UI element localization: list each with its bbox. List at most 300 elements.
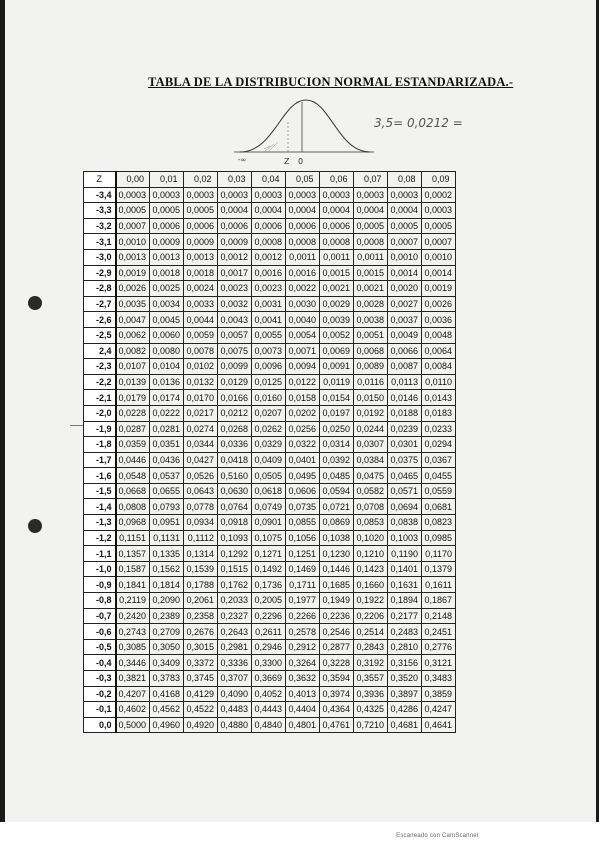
z-value-cell: -3,2	[84, 218, 116, 234]
probability-cell: 0,0059	[184, 327, 218, 343]
probability-cell: 0,0010	[388, 249, 422, 265]
probability-cell: 0,2061	[184, 593, 218, 609]
probability-cell: 0,0694	[388, 499, 422, 515]
probability-cell: 0,0064	[422, 343, 456, 359]
probability-cell: 0,0170	[184, 390, 218, 406]
probability-cell: 0,0068	[354, 343, 388, 359]
probability-cell: 0,0192	[354, 405, 388, 421]
probability-cell: 0,4129	[184, 686, 218, 702]
probability-cell: 0,0307	[354, 437, 388, 453]
probability-cell: 0,0003	[116, 187, 150, 203]
table-row	[84, 421, 456, 437]
probability-cell: 0,2033	[218, 593, 252, 609]
probability-cell: 0,0446	[116, 452, 150, 468]
probability-cell: 0,0217	[184, 405, 218, 421]
probability-cell: 0,0006	[150, 218, 184, 234]
probability-cell: 0,0329	[252, 437, 286, 453]
probability-cell: 0,1515	[218, 561, 252, 577]
probability-cell: 0,0934	[184, 515, 218, 531]
probability-cell: 0,0256	[286, 421, 320, 437]
probability-cell: 0,0082	[116, 343, 150, 359]
table-row	[84, 218, 456, 234]
probability-cell: 0,0322	[286, 437, 320, 453]
probability-cell: 0,0006	[218, 218, 252, 234]
probability-cell: 0,0017	[218, 265, 252, 281]
probability-cell: 0,0089	[354, 359, 388, 375]
probability-cell: 0,0158	[286, 390, 320, 406]
probability-cell: 0,0026	[422, 296, 456, 312]
probability-cell: 0,3936	[354, 686, 388, 702]
probability-cell: 0,1492	[252, 561, 286, 577]
probability-cell: 0,0006	[252, 218, 286, 234]
z-value-cell: -1,3	[84, 515, 116, 531]
probability-cell: 0,4641	[422, 717, 456, 733]
probability-cell: 0,1314	[184, 546, 218, 562]
header-col: 0,04	[252, 172, 286, 188]
probability-cell: 0,0505	[252, 468, 286, 484]
probability-cell: 0,0681	[422, 499, 456, 515]
probability-cell: 0,1469	[286, 561, 320, 577]
probability-cell: 0,3707	[218, 671, 252, 687]
z-value-cell: -2,1	[84, 390, 116, 406]
z-value-cell: -0,6	[84, 624, 116, 640]
probability-cell: 0,0918	[218, 515, 252, 531]
z-value-cell: -1,0	[84, 561, 116, 577]
probability-cell: 0,0119	[320, 374, 354, 390]
probability-cell: 0,0359	[116, 437, 150, 453]
probability-cell: 0,0559	[422, 483, 456, 499]
z-value-cell: -2,2	[84, 374, 116, 390]
z-value-cell: -2,3	[84, 359, 116, 375]
probability-cell: 0,1093	[218, 530, 252, 546]
probability-cell: 0,1112	[184, 530, 218, 546]
probability-cell: 0,0010	[422, 249, 456, 265]
probability-cell: 0,2843	[354, 639, 388, 655]
table-row	[84, 624, 456, 640]
probability-cell: 0,0005	[150, 203, 184, 219]
probability-cell: 0,3446	[116, 655, 150, 671]
probability-cell: 0,1131	[150, 530, 184, 546]
probability-cell: 0,2420	[116, 608, 150, 624]
probability-cell: 0,0107	[116, 359, 150, 375]
z-value-cell: -0,4	[84, 655, 116, 671]
table-row	[84, 437, 456, 453]
probability-cell: 0,4207	[116, 686, 150, 702]
punch-hole	[28, 519, 42, 533]
probability-cell: 0,0084	[422, 359, 456, 375]
probability-cell: 0,0314	[320, 437, 354, 453]
probability-cell: 0,1736	[252, 577, 286, 593]
probability-cell: 0,0129	[218, 374, 252, 390]
probability-cell: 0,0294	[422, 437, 456, 453]
table-header-row	[84, 172, 456, 188]
probability-cell: 0,1038	[320, 530, 354, 546]
probability-cell: 0,4681	[388, 717, 422, 733]
probability-cell: 0,0015	[320, 265, 354, 281]
probability-cell: 0,0668	[116, 483, 150, 499]
probability-cell: 0,0436	[150, 452, 184, 468]
z-value-cell: -3,1	[84, 234, 116, 250]
probability-cell: 0,4522	[184, 702, 218, 718]
probability-cell: 0,3783	[150, 671, 184, 687]
probability-cell: 0,0268	[218, 421, 252, 437]
probability-cell: 0,0336	[218, 437, 252, 453]
probability-cell: 0,1423	[354, 561, 388, 577]
table-row	[84, 312, 456, 328]
probability-cell: 0,0301	[388, 437, 422, 453]
probability-cell: 0,4404	[286, 702, 320, 718]
z-value-cell: -0,5	[84, 639, 116, 655]
probability-cell: 0,2514	[354, 624, 388, 640]
probability-cell: 0,0735	[286, 499, 320, 515]
z-value-cell: -2,6	[84, 312, 116, 328]
probability-cell: 0,0029	[320, 296, 354, 312]
probability-cell: 0,0033	[184, 296, 218, 312]
probability-cell: 0,3264	[286, 655, 320, 671]
probability-cell: 0,4880	[218, 717, 252, 733]
probability-cell: 0,0013	[150, 249, 184, 265]
probability-cell: 0,0030	[286, 296, 320, 312]
probability-cell: 0,0764	[218, 499, 252, 515]
probability-cell: 0,0003	[218, 187, 252, 203]
probability-cell: 0,4920	[184, 717, 218, 733]
z-label: Z	[284, 157, 290, 166]
probability-cell: 0,4602	[116, 702, 150, 718]
probability-cell: 0,0044	[184, 312, 218, 328]
probability-cell: 0,0146	[388, 390, 422, 406]
z-value-cell: -1,5	[84, 483, 116, 499]
probability-cell: 0,0011	[286, 249, 320, 265]
probability-cell: 0,2776	[422, 639, 456, 655]
probability-cell: 0,0495	[286, 468, 320, 484]
probability-cell: 0,1292	[218, 546, 252, 562]
probability-cell: 0,1922	[354, 593, 388, 609]
probability-cell: 0,4761	[320, 717, 354, 733]
probability-cell: 0,0250	[320, 421, 354, 437]
probability-cell: 0,1711	[286, 577, 320, 593]
probability-cell: 0,0015	[354, 265, 388, 281]
probability-cell: 0,1788	[184, 577, 218, 593]
probability-cell: 0,2483	[388, 624, 422, 640]
probability-cell: 0,0003	[150, 187, 184, 203]
probability-cell: 0,0475	[354, 468, 388, 484]
probability-cell: 0,0080	[150, 343, 184, 359]
probability-cell: 0,0025	[150, 281, 184, 297]
probability-cell: 0,0040	[286, 312, 320, 328]
probability-cell: 0,0096	[252, 359, 286, 375]
probability-cell: 0,0020	[388, 281, 422, 297]
probability-cell: 0,0125	[252, 374, 286, 390]
probability-cell: 0,1075	[252, 530, 286, 546]
probability-cell: 0,0094	[286, 359, 320, 375]
probability-cell: 0,0212	[218, 405, 252, 421]
probability-cell: 0,0024	[184, 281, 218, 297]
probability-cell: 0,3669	[252, 671, 286, 687]
table-row	[84, 452, 456, 468]
probability-cell: 0,0099	[218, 359, 252, 375]
header-col: 0,03	[218, 172, 252, 188]
probability-cell: 0,2296	[252, 608, 286, 624]
probability-cell: 0,0132	[184, 374, 218, 390]
probability-cell: 0,1894	[388, 593, 422, 609]
header-col: 0,00	[116, 172, 150, 188]
probability-cell: 0,1867	[422, 593, 456, 609]
probability-cell: 0,5000	[116, 717, 150, 733]
normal-curve-diagram	[234, 96, 374, 168]
z-value-cell: -1,4	[84, 499, 116, 515]
probability-cell: 0,1611	[422, 577, 456, 593]
handwritten-note: 3,5= 0,0212 =	[374, 116, 463, 130]
table-row	[84, 343, 456, 359]
probability-cell: 0,0008	[286, 234, 320, 250]
probability-cell: 0,0003	[320, 187, 354, 203]
z-value-cell: 0,0	[84, 717, 116, 733]
probability-cell: 0,3557	[354, 671, 388, 687]
probability-cell: 0,1251	[286, 546, 320, 562]
probability-cell: 0,4364	[320, 702, 354, 718]
probability-cell: 0,0287	[116, 421, 150, 437]
probability-cell: 0,0045	[150, 312, 184, 328]
z-value-cell: -0,8	[84, 593, 116, 609]
probability-cell: 0,1230	[320, 546, 354, 562]
probability-cell: 0,0537	[150, 468, 184, 484]
probability-cell: 0,0057	[218, 327, 252, 343]
probability-cell: 0,1762	[218, 577, 252, 593]
probability-cell: 0,3085	[116, 639, 150, 655]
probability-cell: 0,0749	[252, 499, 286, 515]
probability-cell: 0,1357	[116, 546, 150, 562]
probability-cell: 0,0062	[116, 327, 150, 343]
z-value-cell: -3,4	[84, 187, 116, 203]
table-row	[84, 405, 456, 421]
probability-cell: 0,3974	[320, 686, 354, 702]
probability-cell: 0,0951	[150, 515, 184, 531]
probability-cell: 0,0183	[422, 405, 456, 421]
probability-cell: 0,0409	[252, 452, 286, 468]
probability-cell: 0,0073	[252, 343, 286, 359]
probability-cell: 0,0823	[422, 515, 456, 531]
probability-cell: 0,0010	[116, 234, 150, 250]
probability-cell: 0,0028	[354, 296, 388, 312]
probability-cell: 0,0708	[354, 499, 388, 515]
probability-cell: 0,1190	[388, 546, 422, 562]
probability-cell: 0,0018	[150, 265, 184, 281]
probability-cell: 0,0007	[422, 234, 456, 250]
probability-cell: 0,0154	[320, 390, 354, 406]
probability-cell: 0,0526	[184, 468, 218, 484]
z-value-cell: -3,0	[84, 249, 116, 265]
probability-cell: 0,2546	[320, 624, 354, 640]
probability-cell: 0,4960	[150, 717, 184, 733]
probability-cell: 0,0207	[252, 405, 286, 421]
probability-cell: 0,2743	[116, 624, 150, 640]
probability-cell: 0,0066	[388, 343, 422, 359]
probability-cell: 0,0034	[150, 296, 184, 312]
probability-cell: 0,3632	[286, 671, 320, 687]
table-row	[84, 390, 456, 406]
table-row	[84, 499, 456, 515]
probability-cell: 0,0582	[354, 483, 388, 499]
table-row	[84, 717, 456, 733]
probability-cell: 0,0630	[218, 483, 252, 499]
scanner-footer: Escaneado con CamScanner	[396, 833, 479, 839]
probability-cell: 0,2643	[218, 624, 252, 640]
probability-cell: 0,3192	[354, 655, 388, 671]
probability-cell: 0,0004	[218, 203, 252, 219]
probability-cell: 0,0014	[388, 265, 422, 281]
probability-cell: 0,2119	[116, 593, 150, 609]
probability-cell: 0,1401	[388, 561, 422, 577]
probability-cell: 0,3483	[422, 671, 456, 687]
z-value-cell: -2,8	[84, 281, 116, 297]
probability-cell: 0,0054	[286, 327, 320, 343]
z-value-cell: -3,3	[84, 203, 116, 219]
probability-cell: 0,0003	[388, 187, 422, 203]
probability-cell: 0,3821	[116, 671, 150, 687]
probability-cell: 0,4840	[252, 717, 286, 733]
probability-cell: 0,0465	[388, 468, 422, 484]
probability-cell: 0,0091	[320, 359, 354, 375]
probability-cell: 0,0233	[422, 421, 456, 437]
z-value-cell: -2,7	[84, 296, 116, 312]
table-row	[84, 468, 456, 484]
probability-cell: 0,0143	[422, 390, 456, 406]
header-z: Z	[84, 172, 116, 188]
probability-cell: 0,0069	[320, 343, 354, 359]
probability-cell: 0,0228	[116, 405, 150, 421]
table-row	[84, 327, 456, 343]
probability-cell: 0,0606	[286, 483, 320, 499]
probability-cell: 0,0075	[218, 343, 252, 359]
probability-cell: 0,1539	[184, 561, 218, 577]
probability-cell: 0,0009	[218, 234, 252, 250]
table-row	[84, 702, 456, 718]
probability-cell: 0,2005	[252, 593, 286, 609]
probability-cell: 0,1949	[320, 593, 354, 609]
probability-cell: 0,1841	[116, 577, 150, 593]
zero-label: 0	[298, 157, 304, 166]
probability-cell: 0,0222	[150, 405, 184, 421]
probability-cell: 0,0005	[116, 203, 150, 219]
probability-cell: 0,0035	[116, 296, 150, 312]
probability-cell: 0,4801	[286, 717, 320, 733]
z-value-cell: -1,2	[84, 530, 116, 546]
header-col: 0,09	[422, 172, 456, 188]
probability-cell: 0,0003	[184, 187, 218, 203]
probability-cell: 0,0655	[150, 483, 184, 499]
probability-cell: 0,0110	[422, 374, 456, 390]
probability-cell: 0,3372	[184, 655, 218, 671]
probability-cell: 0,2877	[320, 639, 354, 655]
z-value-cell: -1,1	[84, 546, 116, 562]
probability-cell: 0,0003	[252, 187, 286, 203]
probability-cell: 0,0104	[150, 359, 184, 375]
probability-cell: 0,0548	[116, 468, 150, 484]
probability-cell: 0,0401	[286, 452, 320, 468]
probability-cell: 0,0594	[320, 483, 354, 499]
probability-cell: 0,1003	[388, 530, 422, 546]
table-row	[84, 203, 456, 219]
probability-cell: 0,0102	[184, 359, 218, 375]
probability-cell: 0,1151	[116, 530, 150, 546]
probability-cell: 0,5160	[218, 468, 252, 484]
probability-cell: 0,0078	[184, 343, 218, 359]
probability-cell: 0,1056	[286, 530, 320, 546]
probability-cell: 0,3409	[150, 655, 184, 671]
probability-cell: 0,1446	[320, 561, 354, 577]
probability-cell: 0,0037	[388, 312, 422, 328]
punch-hole	[28, 296, 42, 310]
scan-margin	[0, 822, 599, 848]
probability-cell: 0,1587	[116, 561, 150, 577]
table-row	[84, 577, 456, 593]
probability-cell: 0,0901	[252, 515, 286, 531]
probability-cell: 0,3745	[184, 671, 218, 687]
probability-cell: 0,2389	[150, 608, 184, 624]
z-value-cell: -0,7	[84, 608, 116, 624]
probability-cell: 0,1977	[286, 593, 320, 609]
probability-cell: 0,0239	[388, 421, 422, 437]
table-row	[84, 546, 456, 562]
z-value-cell: -0,3	[84, 671, 116, 687]
z-value-cell: -1,7	[84, 452, 116, 468]
probability-cell: 0,0455	[422, 468, 456, 484]
probability-cell: 0,2611	[252, 624, 286, 640]
probability-cell: 0,0136	[150, 374, 184, 390]
probability-cell: 0,0344	[184, 437, 218, 453]
table-row	[84, 561, 456, 577]
probability-cell: 0,0008	[354, 234, 388, 250]
neg-infinity-label: -∞	[238, 156, 247, 164]
probability-cell: 0,3300	[252, 655, 286, 671]
table-row	[84, 671, 456, 687]
probability-cell: 0,2206	[354, 608, 388, 624]
table-row	[84, 281, 456, 297]
probability-cell: 0,4013	[286, 686, 320, 702]
probability-cell: 0,0160	[252, 390, 286, 406]
probability-cell: 0,4168	[150, 686, 184, 702]
probability-cell: 0,0060	[150, 327, 184, 343]
probability-cell: 0,3015	[184, 639, 218, 655]
probability-cell: 0,1631	[388, 577, 422, 593]
table-row	[84, 249, 456, 265]
probability-cell: 0,0003	[354, 187, 388, 203]
probability-cell: 0,0036	[422, 312, 456, 328]
probability-cell: 0,0113	[388, 374, 422, 390]
probability-cell: 0,0004	[286, 203, 320, 219]
probability-cell: 0,0571	[388, 483, 422, 499]
probability-cell: 0,3050	[150, 639, 184, 655]
probability-cell: 0,2676	[184, 624, 218, 640]
probability-cell: 0,0244	[354, 421, 388, 437]
probability-cell: 0,0026	[116, 281, 150, 297]
table-row	[84, 359, 456, 375]
probability-cell: 0,1562	[150, 561, 184, 577]
probability-cell: 0,0855	[286, 515, 320, 531]
z-value-cell: -1,8	[84, 437, 116, 453]
probability-cell: 0,0011	[320, 249, 354, 265]
probability-cell: 0,0006	[184, 218, 218, 234]
probability-cell: 0,0011	[354, 249, 388, 265]
table-row	[84, 686, 456, 702]
header-col: 0,02	[184, 172, 218, 188]
probability-cell: 0,3121	[422, 655, 456, 671]
probability-cell: 0,0485	[320, 468, 354, 484]
probability-cell: 0,0351	[150, 437, 184, 453]
probability-cell: 0,0274	[184, 421, 218, 437]
probability-cell: 0,1170	[422, 546, 456, 562]
probability-cell: 0,0016	[252, 265, 286, 281]
